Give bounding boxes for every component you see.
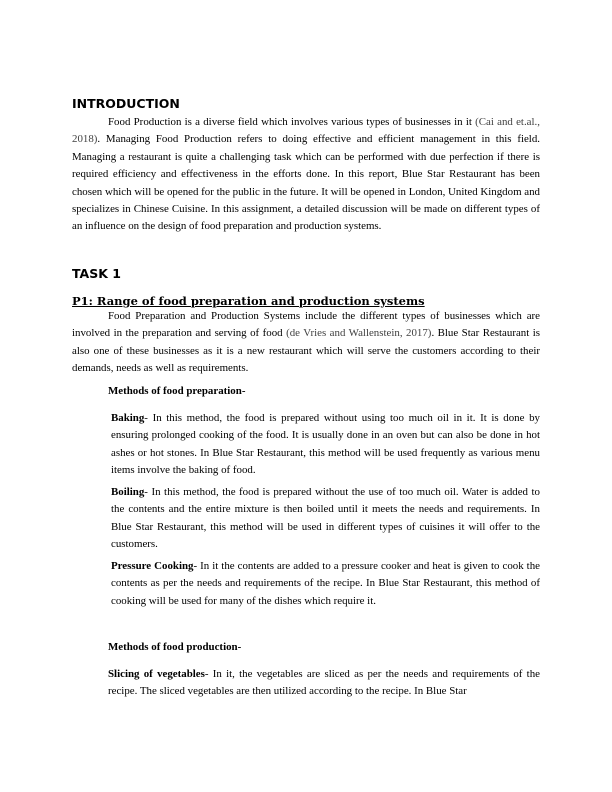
task1-citation: (de Vries and Wallenstein, 2017) <box>286 327 432 340</box>
preparation-item-text: - In this method, the food is prepared without using too much oil in it. It is done by ensuring prolonged cooking of the food. It is usually done in an oven but can also be done in hot ashes or hot stones. In Blue Star Restaurant, this method will be used frequently as various menu items involve the baking of food. <box>111 412 540 477</box>
production-item-slicing <box>108 666 540 701</box>
preparation-item-pressure-cooking <box>111 558 540 610</box>
preparation-methods-label: Methods of food preparation- <box>108 385 246 397</box>
introduction-citation: (Cai and et.al., 2018) <box>72 116 540 146</box>
production-methods-label: Methods of food production- <box>108 641 242 653</box>
production-item-text: - In it, the vegetables are sliced as per the needs and requirements of the recipe. The sliced vegetables are then utilized according to the recipe. In Blue Star <box>108 668 540 698</box>
preparation-item-text: - In it the contents are added to a pressure cooker and heat is given to cook the contents as per the needs and requirements of the recipe. In Blue Star Restaurant, this method of cooking will be used for many of the dishes which require it. <box>111 560 540 607</box>
introduction-text-start: Food Production is a diverse field which involves various types of businesses in it <box>108 116 476 128</box>
preparation-item-boiling <box>111 484 540 554</box>
task1-heading: TASK 1 <box>72 266 121 281</box>
task1-text-start: Food Preparation and Production Systems include the different types of businesses which are involved in the preparation and serving of food <box>72 310 540 340</box>
preparation-item-text: - In this method, the food is prepared without the use of too much oil. Water is added to the contents and the entire mixture is then boiled until it meets the needs and requirements. In Blue Star Restaurant, this method will be used in different types of cuisines it will offer to the customers. <box>111 486 540 551</box>
task1-subheading: P1: Range of food preparation and production systems <box>72 294 425 308</box>
introduction-heading: INTRODUCTION <box>72 96 180 111</box>
preparation-item-term: Boiling <box>111 486 145 498</box>
production-item-term: Slicing of vegetables <box>108 668 205 680</box>
introduction-paragraph <box>72 114 540 236</box>
preparation-item-term: Baking <box>111 412 145 424</box>
task1-text-end: . Blue Star Restaurant is also one of these businesses as it is a new restaurant which will serve the customers according to their demands, needs as well as requirements. <box>72 327 541 375</box>
introduction-text-end: . Managing Food Production refers to doing effective and efficient management in this field. Managing a restaurant is quite a challenging task which can be performed with due perfection if there is required efficiency and effectiveness in the efforts done. In this report, Blue Star Restaurant has been chosen which will be opened for the public in the future. It will be opened in London, United Kingdom and specializes in Chinese Cuisine. In this assignment, a detailed discussion will be made on different types of an influence on the design of food preparation and production systems. <box>72 133 540 233</box>
preparation-item-term: Pressure Cooking <box>111 560 194 572</box>
preparation-item-baking <box>111 410 540 480</box>
task1-paragraph <box>72 308 540 378</box>
